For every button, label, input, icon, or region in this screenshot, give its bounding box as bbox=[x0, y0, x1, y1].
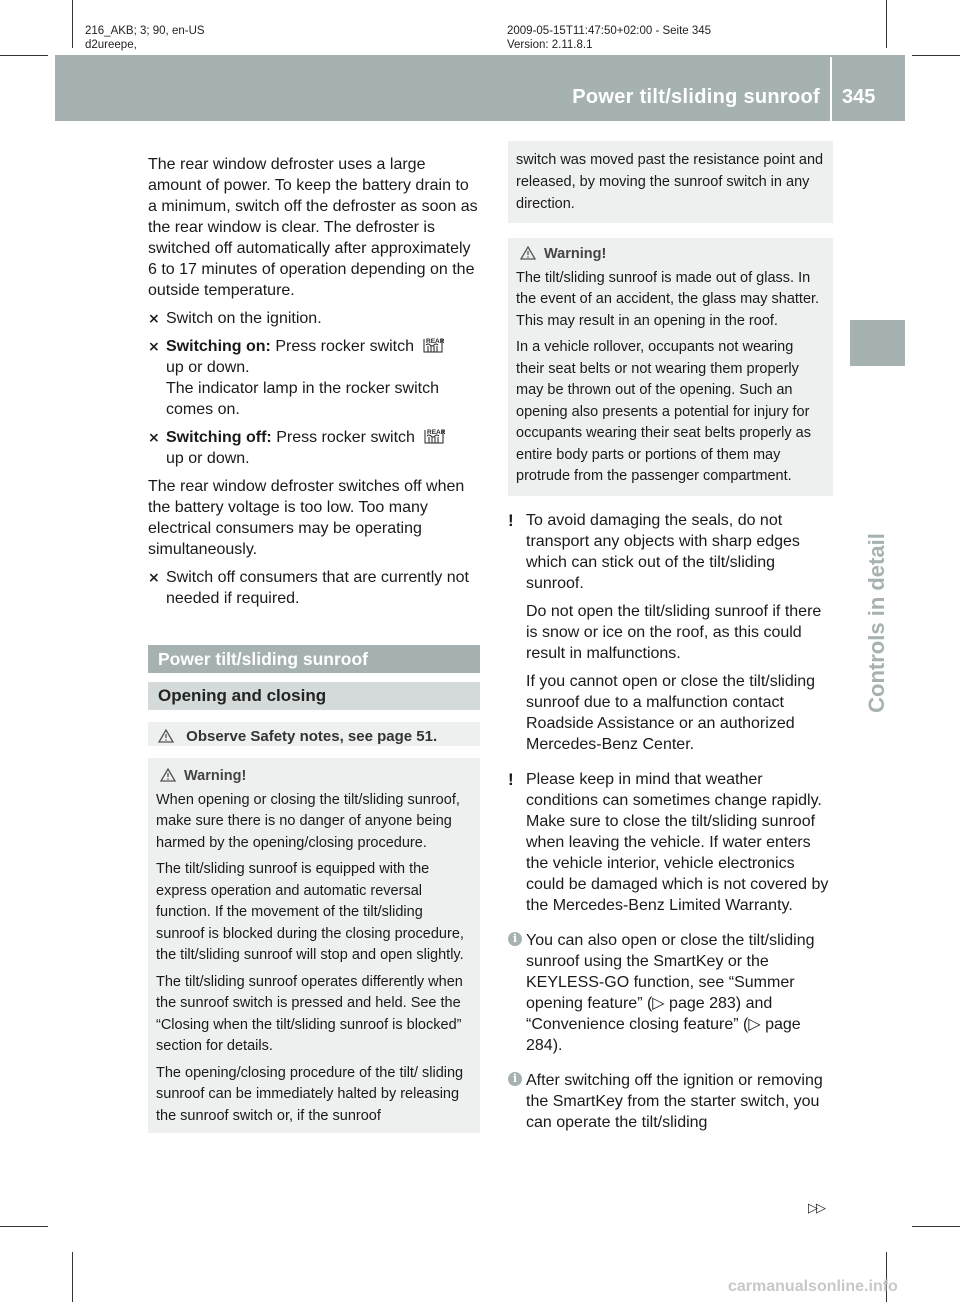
step-item bbox=[148, 308, 480, 329]
info-icon: i bbox=[508, 932, 522, 946]
warning-paragraph: The tilt/sliding sunroof is made out of glass. In the event of an accident, the glass may shatter. This may result in an opening in the roof. bbox=[516, 269, 820, 329]
exclamation-icon: ! bbox=[508, 510, 514, 530]
warning-paragraph: In a vehicle rollover, occupants not wearing their seat belts or not wearing them properly may be thrown out of the opening. Such an opening also presents a potential for injury for occupants wearing their seat belts properly as entire body parts or portions of them may protrude from the passenger compartment. bbox=[516, 339, 811, 484]
step-tail: up or down. bbox=[166, 450, 250, 467]
warning-triangle-icon bbox=[520, 246, 536, 260]
warning-paragraph: The opening/closing procedure of the tilt/ sliding sunroof can be immediately halted by releasing the sunroof switch or, if the sunroof bbox=[156, 1064, 464, 1124]
left-column bbox=[148, 154, 480, 1133]
crop-mark bbox=[72, 1252, 73, 1302]
page-title: Power tilt/sliding sunroof bbox=[572, 86, 820, 108]
step-text: Press rocker switch bbox=[271, 429, 415, 446]
meta-left-line2: d2ureepe, bbox=[85, 39, 137, 51]
watermark: carmanualsonline.info bbox=[728, 1278, 898, 1295]
warning-title bbox=[516, 244, 825, 266]
intro-paragraph: The rear window defroster uses a large amount of power. To keep the battery drain to a minimum, switch off the defroster as soon as the rear window is clear. The defroster is switched off automatically after approximately 6 to 17 minutes of operation depending on the outside temperature. bbox=[148, 156, 478, 299]
warning-paragraph: The tilt/sliding sunroof is equipped with the express operation and automatic reversal function. If the movement of the tilt/sliding sunroof is blocked during the closing procedure, the tilt/sliding sunroof will stop and open slightly. bbox=[156, 861, 464, 963]
svg-text:REAR: REAR bbox=[426, 338, 445, 345]
svg-text:REAR: REAR bbox=[427, 429, 446, 436]
crop-mark bbox=[0, 1226, 48, 1227]
step-extra: The indicator lamp in the rocker switch comes on. bbox=[166, 380, 439, 418]
crop-mark bbox=[886, 0, 887, 48]
info-notice bbox=[508, 1070, 833, 1133]
step-item bbox=[148, 336, 480, 420]
warning-triangle-icon bbox=[160, 768, 176, 782]
rear-defroster-icon bbox=[423, 427, 445, 445]
warning-paragraph: When opening or closing the tilt/sliding sunroof, make sure there is no danger of anyone being harmed by the opening/closing procedure. bbox=[156, 791, 460, 851]
notice-paragraph: Please keep in mind that weather conditions can sometimes change rapidly. Make sure to close the tilt/sliding sunroof when leaving the vehicle. If water enters the vehicle interior, vehicle electronics could be damaged which is not covered by the Mercedes-Benz Limited Warranty. bbox=[526, 770, 829, 914]
subsection-heading: Opening and closing bbox=[148, 682, 480, 710]
safety-note bbox=[148, 722, 480, 746]
info-paragraph: You can also open or close the tilt/sliding sunroof using the SmartKey or the KEYLESS-GO function, see “Summer opening feature” (▷ page 283) and “Convenience closing feature” (▷ page 284). bbox=[526, 931, 815, 1054]
step-arrow-icon: ⨯ bbox=[148, 338, 160, 354]
meta-left-line1: 216_AKB; 3; 90, en-US bbox=[85, 25, 205, 37]
right-column bbox=[508, 154, 833, 1140]
glass-warning-box bbox=[508, 238, 833, 496]
warning-title-text: Warning! bbox=[544, 246, 607, 262]
step-text: Switch off consumers that are currently not needed if required. bbox=[166, 569, 469, 607]
step-arrow-icon: ⨯ bbox=[148, 310, 160, 326]
caution-notice bbox=[508, 769, 833, 916]
meta-right-line2: Version: 2.11.8.1 bbox=[507, 39, 593, 51]
caution-notice bbox=[508, 510, 833, 755]
print-meta-right bbox=[507, 24, 711, 52]
warning-continued-box bbox=[508, 141, 833, 223]
page-number: 345 bbox=[842, 86, 876, 108]
warning-triangle-icon bbox=[158, 729, 174, 743]
step-text: Press rocker switch bbox=[270, 338, 415, 355]
crop-mark bbox=[912, 1226, 960, 1227]
step-item bbox=[148, 567, 480, 609]
battery-paragraph: The rear window defroster switches off when the battery voltage is too low. Too many electrical consumers may be operating simultaneously. bbox=[148, 478, 465, 558]
step-tail: up or down. bbox=[166, 359, 250, 376]
step-text: Switch on the ignition. bbox=[166, 310, 322, 327]
crop-mark bbox=[912, 55, 960, 56]
step-arrow-icon: ⨯ bbox=[148, 569, 160, 585]
warning-paragraph: The tilt/sliding sunroof operates differently when the sunroof switch is pressed and held. See the “Closing when the tilt/sliding sunroof is blocked” section for details. bbox=[156, 973, 463, 1054]
rear-defroster-icon bbox=[422, 336, 444, 354]
info-paragraph: After switching off the ignition or removing the SmartKey from the starter switch, you can operate the tilt/sliding bbox=[526, 1071, 823, 1131]
warning-box bbox=[148, 758, 480, 1133]
warning-title bbox=[156, 766, 472, 788]
header-divider bbox=[830, 57, 832, 121]
info-icon: i bbox=[508, 1072, 522, 1086]
side-tab-label: Controls in detail bbox=[864, 533, 889, 713]
side-tab-marker bbox=[850, 320, 905, 366]
notice-paragraph: If you cannot open or close the tilt/sliding sunroof due to a malfunction contact Roadside Assistance or an authorized Mercedes-Benz Center. bbox=[526, 672, 816, 753]
notice-paragraph: Do not open the tilt/sliding sunroof if there is snow or ice on the roof, as this could result in malfunctions. bbox=[526, 602, 822, 662]
warning-continued-text: switch was moved past the resistance point and released, by moving the sunroof switch in any direction. bbox=[516, 152, 824, 212]
warning-title-text: Warning! bbox=[184, 768, 247, 784]
step-bold-label: Switching on: bbox=[166, 338, 271, 355]
safety-note-text: Observe Safety notes, see page 51. bbox=[186, 728, 438, 745]
print-meta-left bbox=[85, 24, 205, 52]
step-item bbox=[148, 427, 480, 469]
notice-paragraph: To avoid damaging the seals, do not transport any objects with sharp edges which can stick out of the tilt/sliding sunroof. bbox=[526, 511, 800, 592]
step-arrow-icon: ⨯ bbox=[148, 429, 160, 445]
info-notice bbox=[508, 930, 833, 1056]
crop-mark bbox=[0, 55, 48, 56]
crop-mark bbox=[72, 0, 73, 48]
continue-arrow-icon: ▷▷ bbox=[808, 1200, 824, 1215]
step-bold-label: Switching off: bbox=[166, 429, 272, 446]
section-heading: Power tilt/sliding sunroof bbox=[148, 645, 480, 673]
exclamation-icon: ! bbox=[508, 769, 514, 789]
meta-right-line1: 2009-05-15T11:47:50+02:00 - Seite 345 bbox=[507, 25, 712, 37]
